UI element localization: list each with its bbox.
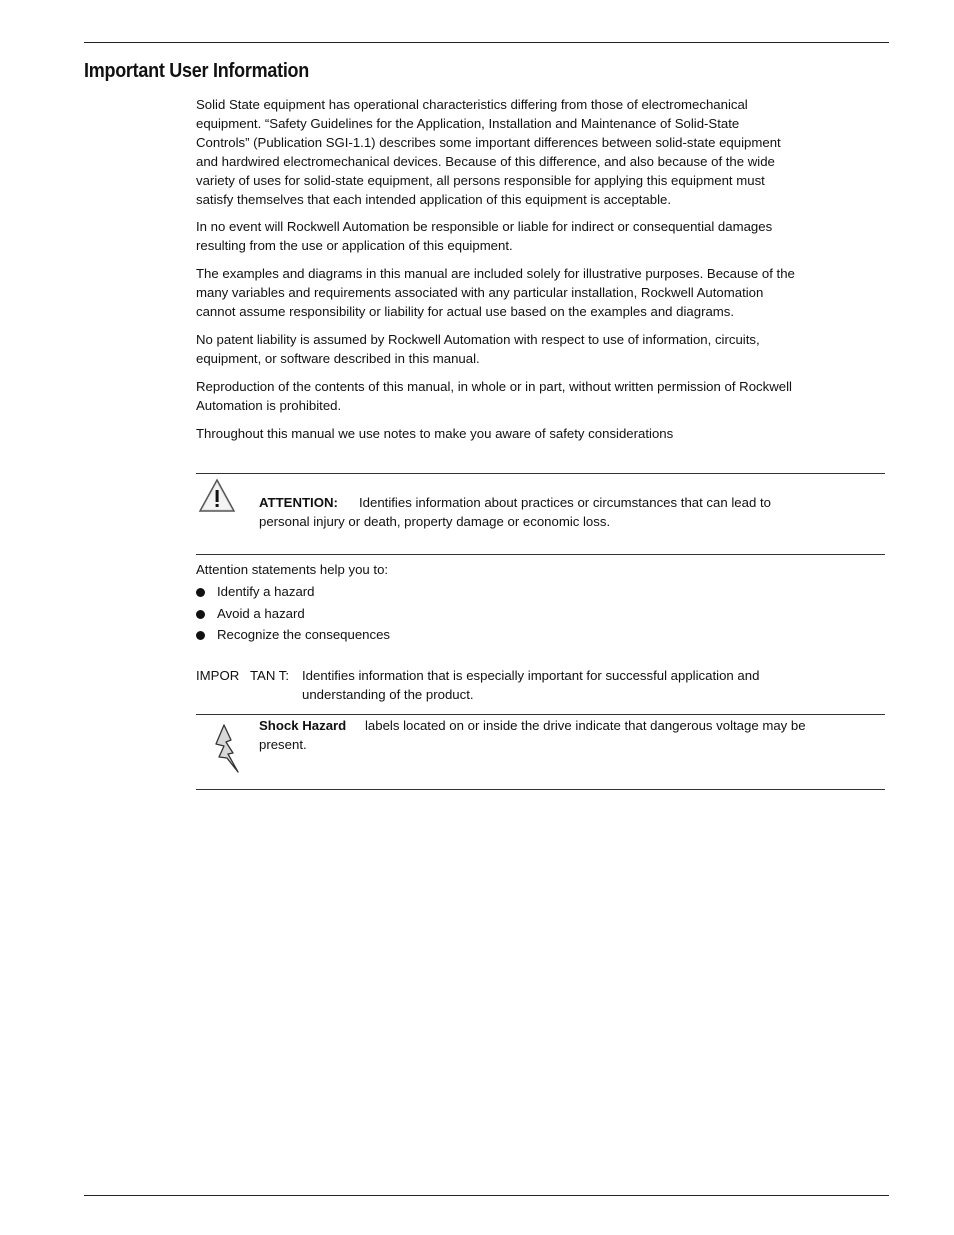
top-rule	[84, 42, 889, 43]
important-label: IMPOR TAN T:	[196, 668, 290, 683]
bullet-text: Recognize the consequences	[217, 627, 391, 642]
shock-hazard-note	[259, 717, 819, 755]
body-text	[196, 96, 796, 453]
shock-hazard-text: labels located on or inside the drive indicate that dangerous voltage may be present.	[259, 718, 806, 752]
paragraph-examples: The examples and diagrams in this manual are included solely for illustrative purposes. Because of the many variables and requirements associated with any particular installation, Rockwell Automation cannot assume responsibility or liability for actual use based on the examples and diagrams.	[196, 266, 795, 320]
paragraph-reproduction: Reproduction of the contents of this manual, in whole or in part, without written permission of Rockwell Automation is prohibited.	[196, 378, 792, 413]
attention-bullets	[196, 583, 390, 648]
important-text: Identifies information that is especially important for successful application and understanding of the product.	[302, 668, 760, 702]
bullet-icon	[196, 588, 205, 597]
shock-bottom-rule	[196, 789, 885, 790]
list-item	[196, 605, 390, 627]
list-item	[196, 583, 390, 605]
paragraph-patent: No patent liability is assumed by Rockwell Automation with respect to use of information, circuits, equipment, or software described in this manual.	[196, 331, 760, 366]
attention-label: ATTENTION:	[259, 495, 338, 510]
attention-text: Identifies information about practices or circumstances that can lead to personal injury or death, property damage or economic loss.	[259, 495, 771, 529]
attention-bottom-rule	[196, 554, 885, 555]
warning-triangle-icon	[198, 478, 236, 514]
bullet-text: Identify a hazard	[217, 584, 315, 599]
bullet-icon	[196, 610, 205, 619]
page-title: Important User Information	[84, 60, 309, 82]
bullet-icon	[196, 631, 205, 640]
shock-top-rule	[196, 714, 885, 715]
paragraph-liability: In no event will Rockwell Automation be responsible or liable for indirect or consequential damages resulting from the use or application of this equipment.	[196, 219, 773, 254]
lightning-bolt-icon	[212, 724, 240, 774]
shock-hazard-label: Shock Hazard	[259, 718, 347, 733]
attention-note	[259, 494, 819, 532]
bullet-text: Avoid a hazard	[217, 605, 305, 621]
attention-help-intro: Attention statements help you to:	[196, 562, 389, 577]
bottom-rule	[84, 1195, 889, 1196]
paragraph-solid-state: Solid State equipment has operational characteristics differing from those of electromechanical equipment. “Safety Guidelines for the Application, Installation and Maintenance of Solid-State Controls” (Publication SGI-1.1) describes some important differences between solid-state equipment and hardwired electromechanical devices. Because of this difference, and also because of the wide variety of uses for solid-state equipment, all persons responsible for applying this equipment must satisfy themselves that each intended application of this equipment is acceptable.	[196, 97, 781, 207]
paragraph-notes-intro: Throughout this manual we use notes to make you aware of safety considerations	[196, 425, 674, 441]
list-item	[196, 626, 390, 648]
attention-top-rule	[196, 473, 885, 474]
